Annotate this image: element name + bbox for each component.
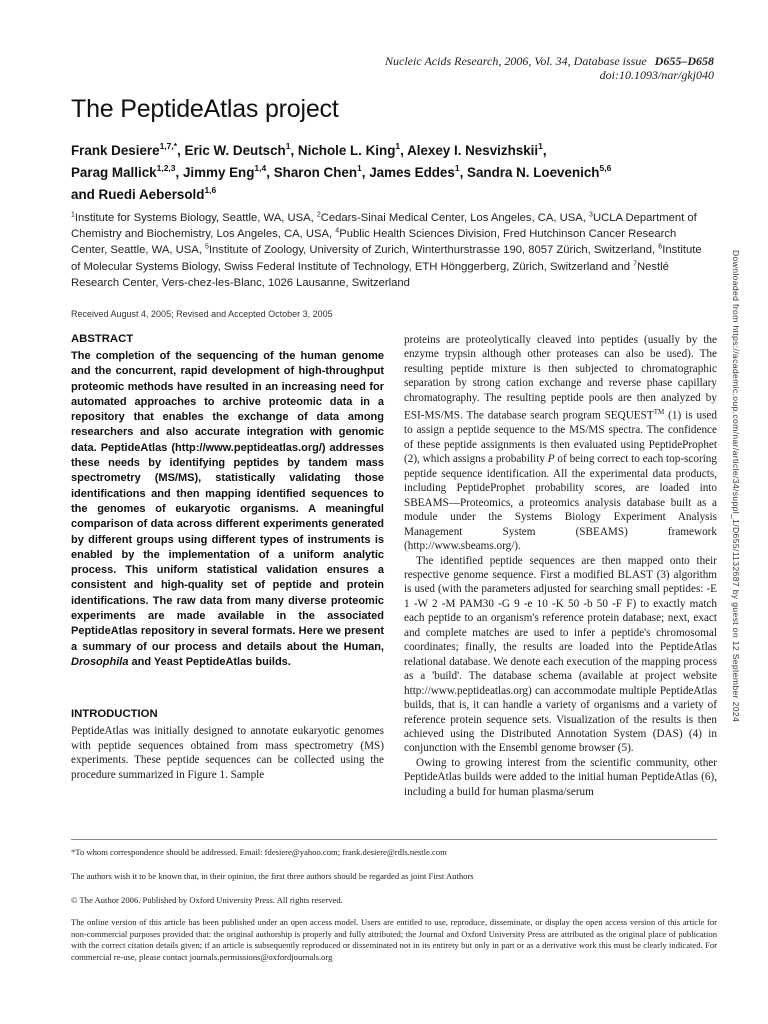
introduction-paragraph: PeptideAtlas was initially designed to annotate eukaryotic genomes with peptide sequences obtained from mass spectrometry (MS) experiments. These peptide sequences can be collected using the procedure summarized in Figure 1. Sample xyxy=(71,725,384,781)
download-watermark: Downloaded from https://academic.oup.com/nar/article/34/suppl_1/D655/1132687 by guest on 12 September 2024 xyxy=(731,250,741,723)
affil-text: Cedars-Sinai Medical Center, Los Angeles, CA, USA, xyxy=(320,212,590,224)
introduction-heading: INTRODUCTION xyxy=(71,708,158,721)
author-affil-mark: 1 xyxy=(538,140,543,151)
author-list: Frank Desiere$^{1,7,*}$, Eric W. Deutsch$^1$, Nichole L. King$^1$, Alexey I. Nesvizhskii$^1$, Parag Mallick$^{1,2,3}$, Jimmy Eng$^{1,4}$, Sharon Chen$^1$, James Eddes$^1$, Sandra N. Loevenich$^{5,6}$ and Ruedi Aebersold$^{1,6}$ xyxy=(71,140,612,202)
body-text-part: proteins are proteolytically cleaved into peptides (usually by the enzyme trypsin although other proteases can also be used). The resulting peptide mixture is then subjected to chromatographic separation by strong cation exchange and reverse phase capillary chromatography. The resulting peptide pools are then analyzed by ESI-MS/MS. The database search program SEQUEST xyxy=(404,334,717,422)
affil-mark: 7 xyxy=(633,259,638,267)
received-dates: Received August 4, 2005; Revised and Accepted October 3, 2005 xyxy=(71,309,333,319)
doi[interactable]: doi:10.1093/nar/gkj040 xyxy=(599,68,714,82)
abstract-text-part: and Yeast PeptideAtlas builds. xyxy=(128,655,291,668)
affil-text: Public Health Sciences Division, Fred Hutchinson Cancer Research Center, Seattle, WA, USA, xyxy=(71,228,677,257)
author-name: Sharon Chen xyxy=(273,165,358,180)
author-affil-mark: 1 xyxy=(395,140,401,151)
author-affil-mark: 1 xyxy=(357,162,362,173)
affil-text: Institute of Zoology, University of Zurich, Winterthurstrasse 190, 8057 Zürich, Switzerland, xyxy=(208,244,659,257)
paper-title: The PeptideAtlas project xyxy=(71,95,339,123)
page-range: D655–D658 xyxy=(654,54,714,68)
joint-authors-footnote: The authors wish it to be known that, in their opinion, the first three authors should be regarded as joint First Authors xyxy=(71,871,474,881)
author-affil-mark: 1,2,3 xyxy=(156,162,176,173)
abstract-italic-term: Drosophila xyxy=(71,655,129,668)
journal-citation: Nucleic Acids Research, 2006, Vol. 34, Database issue xyxy=(385,54,647,68)
affil-mark: 6 xyxy=(658,243,663,251)
affil-mark: 4 xyxy=(335,227,340,235)
affil-text: Nestlé Research Center, Vers-chez-les-Blanc, 1026 Lausanne, Switzerland xyxy=(71,260,669,289)
body-paragraph xyxy=(404,333,717,554)
body-text-part: of being correct to each top-scoring peptide sequence identification. All the experimental data products, including PeptideProphet probability scores, are loaded into SBEAMS—Proteomics, a proteomics analysis database built as a module under the Systems Biology Experiment Analysis Management System (SBEAMS) framework (http://www.sbeams.org/). xyxy=(404,453,717,553)
affil-text: Institute of Molecular Systems Biology, Swiss Federal Institute of Technology, ETH Hönggerberg, Zürich, Switzerland and xyxy=(71,244,702,273)
author-name: Alexey I. Nesvizhskii xyxy=(407,143,539,158)
body-paragraph: Owing to growing interest from the scientific community, other PeptideAtlas builds were added to the initial human PeptideAtlas (6), including a build for human plasma/serum xyxy=(404,756,717,798)
journal-header xyxy=(385,54,714,82)
footnote-divider xyxy=(71,839,717,840)
author-name: James Eddes xyxy=(369,165,455,180)
affil-mark: 5 xyxy=(205,243,209,251)
author-name: Parag Mallick xyxy=(71,165,157,180)
right-column xyxy=(404,333,717,799)
affil-mark: 3 xyxy=(589,211,593,219)
open-access-footnote: The online version of this article has been published under an open access model. Users are entitled to use, reproduce, disseminate, or display the open access version of this article for non-commercial purposes provided that: the original authorship is properly and fully attributed; the Journal and Oxford University Press are attributed as the original place of publication with the correct citation details given; if an article is subsequently reproduced or disseminated not in its entirety but only in part or as a derivative work this must be clearly indicated. For commercial re-use, please contact journals.permissions@oxfordjournals.org xyxy=(71,917,717,962)
author-name: Frank Desiere xyxy=(71,143,160,158)
affil-text: Institute for Systems Biology, Seattle, WA, USA, xyxy=(74,212,317,224)
affil-mark: 1 xyxy=(71,211,75,219)
author-name: Ruedi Aebersold xyxy=(98,187,205,202)
author-affil-mark: 1,6 xyxy=(204,184,217,195)
copyright-footnote: © The Author 2006. Published by Oxford University Press. All rights reserved. xyxy=(71,895,343,905)
body-paragraph: The identified peptide sequences are then mapped onto their respective genome sequence. First a modified BLAST (3) algorithm is used (with the parameters adjusted for searching small peptides: -E 1 -W 2 -M PAM30 -G 9 -e 10 -K 50 -b 50 -F F) to exactly match each peptide to an organism's reference protein database; next, exact and complete matches are used to infer a peptide's chromosomal coordinates; finally, the results are loaded into the PeptideAtlas relational database. We denote each execution of the mapping process as a 'build'. The database schema (available at project website http://www.peptideatlas.org) can accommodate multiple PeptideAtlas builds, that is, it can handle a variety of organisms and a variety of reference protein sequence sets. Visualization of the results is then achieved using the Distributed Annotation System (DAS) (4) in conjunction with the Ensembl genome browser (5). xyxy=(404,554,717,755)
probability-symbol: P xyxy=(547,453,555,466)
trademark-mark: TM xyxy=(653,408,665,417)
abstract-text-part: The completion of the sequencing of the human genome and the concurrent, rapid development of high-throughput proteomic methods have resulted in an increasing need for automated approaches to archive proteomic data in a repository that enables the exchange of data among researchers and also accurate integration with genomic data. PeptideAtlas (http://www.peptideatlas.org/) addresses these needs by identifying peptides by tandem mass spectrometry (MS/MS), statistically validating those identifications and then mapping identified sequences to the genomes of eukaryotic organisms. A meaningful comparison of data across different experiments generated by different groups using different types of instruments is enabled by the implementation of a uniform analytic process. This uniform statistical validation ensures a consistent and high-quality set of peptide and protein identifications. The raw data from many diverse proteomic experiments are made available in the associated PeptideAtlas repository in several formats. Here we present a summary of our process and details about the Human, xyxy=(71,350,384,653)
author-name: Jimmy Eng xyxy=(182,165,255,180)
abstract-text xyxy=(71,349,384,670)
author-affil-mark: 1,7,* xyxy=(159,140,178,151)
correspondence-footnote: *To whom correspondence should be addressed. Email: fdesiere@yahoo.com; frank.desiere@rdls.nestle.com xyxy=(71,847,447,857)
left-column xyxy=(71,333,384,782)
body-text-part: (1) is used to assign a peptide sequence to the MS/MS spectra. The confidence of these peptide assignments is then evaluated using PeptideProphet (2), which assigns a probability xyxy=(404,410,717,466)
author-name: Eric W. Deutsch xyxy=(184,143,286,158)
affiliations xyxy=(71,210,711,291)
author-name: Sandra N. Loevenich xyxy=(467,165,600,180)
abstract-heading: ABSTRACT xyxy=(71,333,134,345)
author-name: Nichole L. King xyxy=(297,143,396,158)
affil-mark: 2 xyxy=(316,211,321,219)
author-affil-mark: 1 xyxy=(454,162,460,173)
affil-text: UCLA Department of Chemistry and Biochemistry, Los Angeles, CA, USA, xyxy=(71,212,697,241)
author-affil-mark: 1 xyxy=(285,140,291,151)
author-affil-mark: 5,6 xyxy=(599,162,612,173)
author-affil-mark: 1,4 xyxy=(254,162,267,173)
